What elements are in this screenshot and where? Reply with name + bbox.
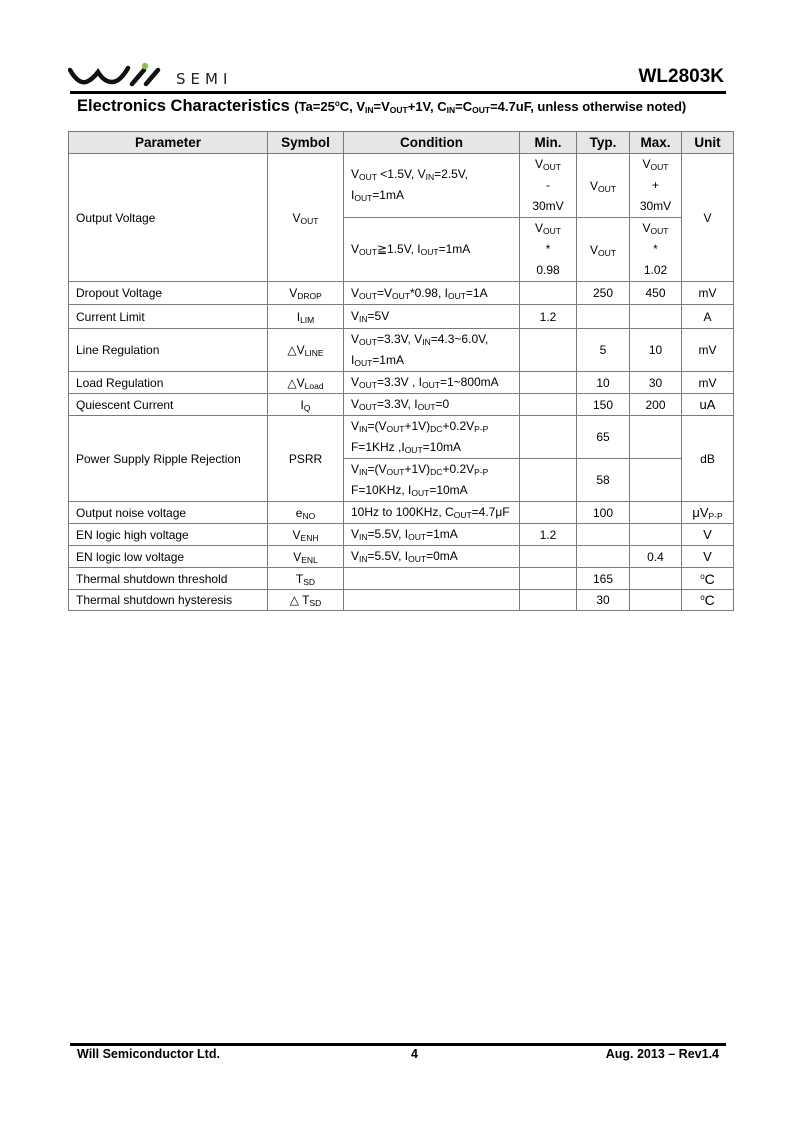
typ-cell: 250 (577, 282, 630, 305)
symbol-cell: VDROP (268, 282, 344, 305)
table-row (69, 524, 734, 546)
param-cell: Quiescent Current (69, 394, 268, 416)
logo-word: SEMI (176, 70, 233, 88)
unit-cell: V (682, 546, 734, 568)
condition-cell: VIN=(VOUT+1V)DC+0.2VP-P F=10KHz, IOUT=10mA (344, 459, 520, 502)
typ-cell: 5 (577, 329, 630, 372)
col-header-condition: Condition (344, 132, 520, 154)
condition-cell: VOUT=VOUT*0.98, IOUT=1A (344, 282, 520, 305)
typ-cell: VOUT (577, 218, 630, 282)
unit-cell: V (682, 524, 734, 546)
condition-cell: 10Hz to 100KHz, COUT=4.7μF (344, 502, 520, 524)
min-cell: 1.2 (520, 524, 577, 546)
typ-cell: VOUT (577, 154, 630, 218)
min-cell (520, 568, 577, 590)
min-cell (520, 546, 577, 568)
max-cell (630, 305, 682, 329)
typ-cell: 10 (577, 372, 630, 394)
param-cell: EN logic high voltage (69, 524, 268, 546)
symbol-cell: △ TSD (268, 590, 344, 611)
param-cell: EN logic low voltage (69, 546, 268, 568)
table-row (69, 546, 734, 568)
unit-cell: uA (682, 394, 734, 416)
col-header-min: Min. (520, 132, 577, 154)
condition-cell: VIN=5.5V, IOUT=0mA (344, 546, 520, 568)
symbol-cell: eNO (268, 502, 344, 524)
symbol-cell: VENL (268, 546, 344, 568)
unit-cell: mV (682, 329, 734, 372)
max-cell (630, 524, 682, 546)
table-row (69, 590, 734, 611)
max-cell (630, 568, 682, 590)
param-cell: Thermal shutdown threshold (69, 568, 268, 590)
typ-cell: 58 (577, 459, 630, 502)
typ-cell: 30 (577, 590, 630, 611)
footer-revision: Aug. 2013 – Rev1.4 (605, 1047, 719, 1061)
table-row (69, 154, 734, 218)
condition-cell: VIN=(VOUT+1V)DC+0.2VP-P F=1KHz ,IOUT=10mA (344, 416, 520, 459)
param-cell: Output noise voltage (69, 502, 268, 524)
table-row (69, 329, 734, 372)
footer-company: Will Semiconductor Ltd. (77, 1047, 220, 1061)
typ-cell: 100 (577, 502, 630, 524)
max-cell: 30 (630, 372, 682, 394)
condition-cell (344, 568, 520, 590)
typ-cell: 65 (577, 416, 630, 459)
condition-cell (344, 590, 520, 611)
unit-cell: $^o$C (682, 568, 734, 590)
min-cell (520, 590, 577, 611)
max-cell (630, 416, 682, 459)
max-cell (630, 459, 682, 502)
footer-page-number: 4 (411, 1047, 418, 1061)
unit-cell: mV (682, 282, 734, 305)
table-row (69, 568, 734, 590)
min-cell (520, 394, 577, 416)
header-rule (70, 91, 726, 94)
unit-cell: A (682, 305, 734, 329)
symbol-cell: VENH (268, 524, 344, 546)
min-cell (520, 329, 577, 372)
unit-cell: mV (682, 372, 734, 394)
symbol-cell: ILIM (268, 305, 344, 329)
symbol-cell: TSD (268, 568, 344, 590)
section-title (77, 97, 686, 116)
unit-cell: V (682, 154, 734, 282)
unit-cell: dB (682, 416, 734, 502)
param-cell: Current Limit (69, 305, 268, 329)
param-cell: Load Regulation (69, 372, 268, 394)
symbol-cell: PSRR (268, 416, 344, 502)
max-cell: 10 (630, 329, 682, 372)
part-number: WL2803K (638, 66, 724, 87)
electrical-characteristics-table (68, 131, 734, 611)
param-cell: Power Supply Ripple Rejection (69, 416, 268, 502)
col-header-typ: Typ. (577, 132, 630, 154)
param-cell: Line Regulation (69, 329, 268, 372)
condition-cell: VOUT=3.3V , IOUT=1~800mA (344, 372, 520, 394)
col-header-max: Max. (630, 132, 682, 154)
condition-cell: VOUT=3.3V, VIN=4.3~6.0V, IOUT=1mA (344, 329, 520, 372)
col-header-parameter: Parameter (69, 132, 268, 154)
max-cell: 0.4 (630, 546, 682, 568)
symbol-cell: VOUT (268, 154, 344, 282)
param-cell: Dropout Voltage (69, 282, 268, 305)
condition-cell: VIN=5V (344, 305, 520, 329)
unit-cell: μVP-P (682, 502, 734, 524)
typ-cell: 165 (577, 568, 630, 590)
col-header-symbol: Symbol (268, 132, 344, 154)
max-cell: VOUT + 30mV (630, 154, 682, 218)
table-header-row (69, 132, 734, 154)
symbol-cell: △VLINE (268, 329, 344, 372)
max-cell (630, 590, 682, 611)
param-cell: Thermal shutdown hysteresis (69, 590, 268, 611)
unit-cell: $^o$C (682, 590, 734, 611)
table-row (69, 502, 734, 524)
table-row (69, 416, 734, 459)
condition-cell: VOUT=3.3V, IOUT=0 (344, 394, 520, 416)
min-cell (520, 372, 577, 394)
typ-cell (577, 524, 630, 546)
condition-cell: VIN=5.5V, IOUT=1mA (344, 524, 520, 546)
table-row (69, 372, 734, 394)
condition-cell: VOUT <1.5V, VIN=2.5V, IOUT=1mA (344, 154, 520, 218)
max-cell: VOUT * 1.02 (630, 218, 682, 282)
min-cell (520, 502, 577, 524)
condition-cell: VOUT≧1.5V, IOUT=1mA (344, 218, 520, 282)
min-cell (520, 459, 577, 502)
symbol-cell: △VLoad (268, 372, 344, 394)
min-cell: VOUT - 30mV (520, 154, 577, 218)
typ-cell: 150 (577, 394, 630, 416)
max-cell (630, 502, 682, 524)
section-heading: Electronics Characteristics (77, 97, 290, 115)
table-row (69, 282, 734, 305)
col-header-unit: Unit (682, 132, 734, 154)
max-cell: 450 (630, 282, 682, 305)
typ-cell (577, 546, 630, 568)
min-cell (520, 282, 577, 305)
max-cell: 200 (630, 394, 682, 416)
table-row (69, 394, 734, 416)
footer-rule (70, 1043, 726, 1046)
typ-cell (577, 305, 630, 329)
param-cell: Output Voltage (69, 154, 268, 282)
min-cell: 1.2 (520, 305, 577, 329)
symbol-cell: IQ (268, 394, 344, 416)
table-row (69, 305, 734, 329)
min-cell: VOUT * 0.98 (520, 218, 577, 282)
section-conditions: ($Ta=25^oC$, $V_{IN}=V_{OUT}+1V$, $C_{IN}=C_{OUT}=4.7uF$, unless otherwise noted) (294, 99, 687, 115)
min-cell (520, 416, 577, 459)
